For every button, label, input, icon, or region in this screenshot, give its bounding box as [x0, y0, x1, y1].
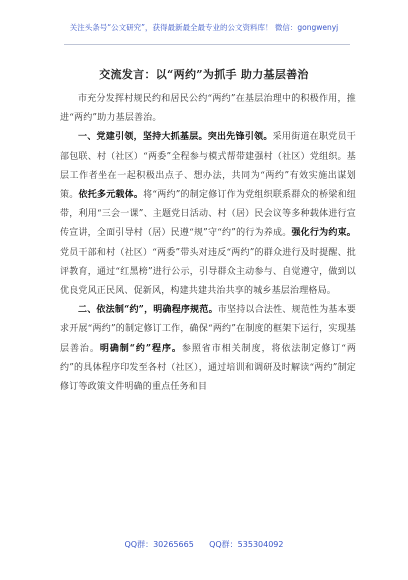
section-1-text-a: 采用街道在职党员干部包联、村（社区）“两委”全程参与模式帮带建强村（社区）党组织。基层工作者坐在一起积极出点子、想办法，共同为“两约”有效实施出谋划策。: [60, 132, 356, 201]
footer-qq-1: QQ群：30265665: [124, 540, 194, 549]
section-2-text-a: 市坚持以合法性、规范性为基本要求开展“两约”的制定修订工作，确保“两约”在制度的框架下运行，实现基层善治。: [60, 305, 356, 354]
header-divider: [64, 44, 350, 45]
section-2-strong-b: 明确制“约”程序。: [99, 343, 182, 354]
section-1-paragraph: [60, 128, 356, 301]
section-1-strong-b: 依托多元载体。: [78, 190, 144, 201]
section-1-lead: 突出先锋引领。: [207, 132, 273, 143]
intro-paragraph: [60, 90, 356, 128]
document-title: 交流发言：以“两约”为抓手 助力基层善治: [99, 68, 309, 81]
section-1-text-b: 将“两约”的制定修订作为党组织联系群众的桥梁和纽带，利用“三会一课”、主题党日活动、村（居）民会议等多种载体进行宣传宣讲，全面引导村（居）民遵“规”守“约”的行为养成。: [60, 190, 357, 239]
footer-contact: [0, 539, 408, 550]
header-promo: 关注头条号“公文研究”，获得最新最全最专业的公文资料库！ 微信：gongwenyj: [69, 23, 339, 32]
section-1-text-c: 党员干部和村（社区）“两委”带头对违反“两约”的群众进行及时提醒、批评教育，通过“红黑榜”进行公示，引导群众主动参与、自觉遵守，做到以优良党风正民风、促新风，构建共建共治共享的城乡基层治理格局。: [60, 247, 356, 297]
document-body: [60, 90, 356, 397]
section-1-heading: 一、党建引领，坚持大抓基层。: [78, 132, 208, 143]
intro-text: 市充分发挥村规民约和居民公约“两约”在基层治理中的积极作用，推进“两约”助力基层善治。: [60, 94, 356, 124]
section-2-paragraph: [60, 301, 356, 397]
section-2-heading: 二、依法制“约”，明确程序规范。: [78, 305, 218, 316]
section-2-text-b: 参照省市相关制度，将依法制定修订“两约”的具体程序印发至各村（社区），通过培训和调研及时解读“两约”制定修订等政策文件明确的重点任务和目: [60, 343, 357, 393]
footer-qq-2: QQ群：535304092: [209, 540, 284, 549]
section-1-strong-c: 强化行为约束。: [291, 228, 356, 239]
